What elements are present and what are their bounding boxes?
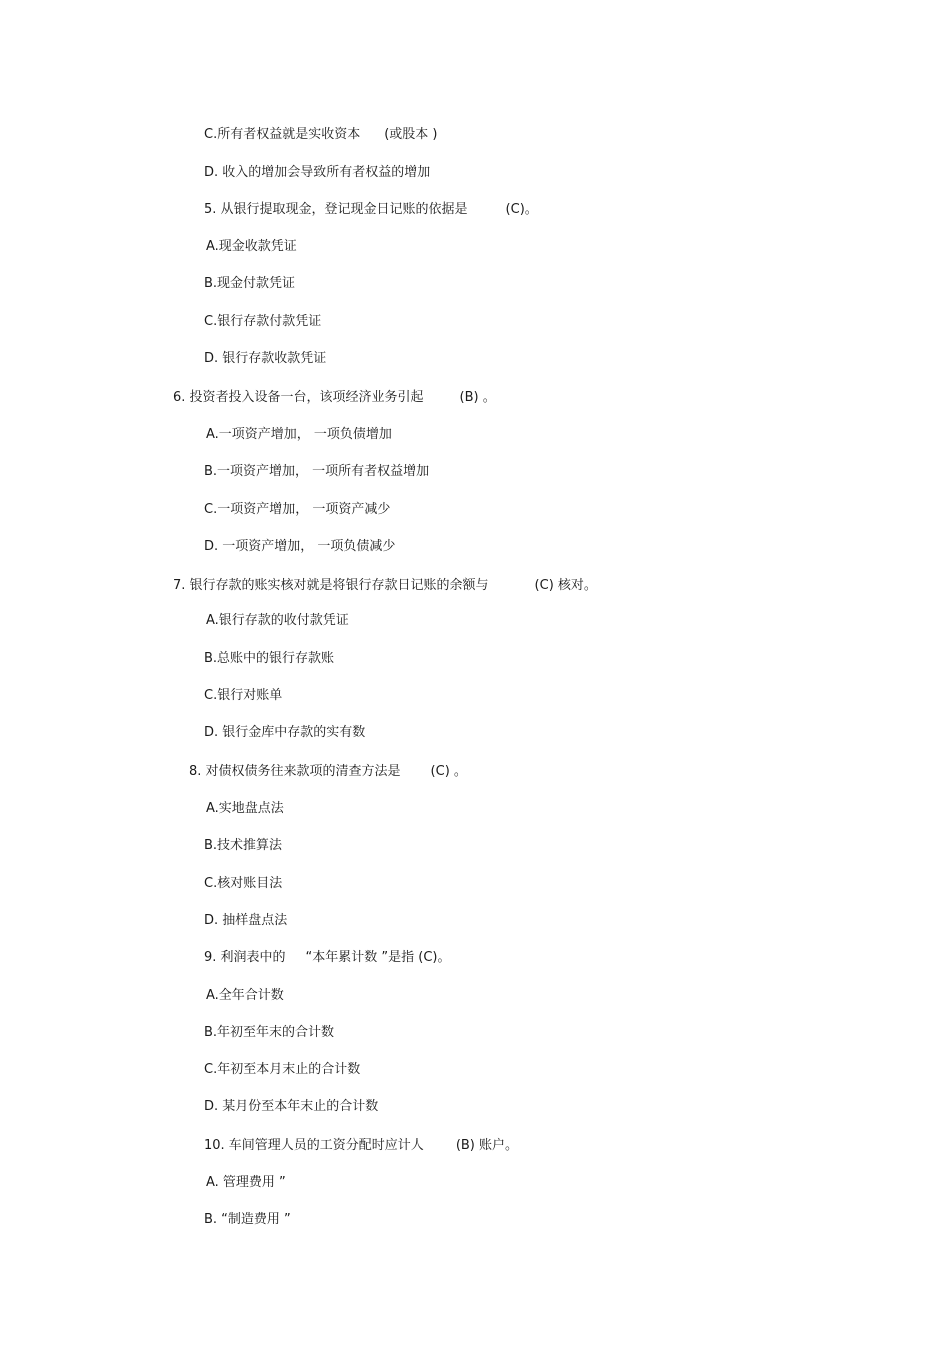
option-8c: C.核对账目法 (204, 876, 283, 891)
option-7d: D. 银行金库中存款的实有数 (204, 725, 366, 740)
option-6c: C.一项资产增加， 一项资产减少 (204, 502, 391, 517)
option-4c (204, 126, 438, 144)
question-6-text: 6. 投资者投入设备一台，该项经济业务引起 (173, 390, 424, 405)
option-6b: B.一项资产增加， 一项所有者权益增加 (204, 464, 430, 479)
option-8a: A.实地盘点法 (206, 801, 284, 816)
question-7-text: 7. 银行存款的账实核对就是将银行存款日记账的余额与 (173, 578, 489, 593)
question-5-answer: (C)。 (505, 202, 538, 217)
question-9-quote: “本年累计数 ”是指 (C)。 (305, 950, 451, 965)
question-5-stem (204, 201, 538, 219)
option-8b: B.技术推算法 (204, 838, 283, 853)
option-4d: D. 收入的增加会导致所有者权益的增加 (204, 165, 431, 180)
option-4c-text: C.所有者权益就是实收资本 (204, 127, 361, 142)
question-10-answer: (B) 账户。 (455, 1138, 519, 1153)
question-9-stem (204, 949, 451, 967)
option-7c: C.银行对账单 (204, 688, 283, 703)
question-10-text: 10. 车间管理人员的工资分配时应计人 (204, 1138, 424, 1153)
option-9b: B.年初至年末的合计数 (204, 1025, 335, 1040)
question-5-text: 5. 从银行提取现金，登记现金日记账的依据是 (204, 202, 468, 217)
option-9c: C.年初至本月末止的合计数 (204, 1062, 361, 1077)
option-10a: A. 管理费用 ” (206, 1175, 286, 1190)
question-6-answer: (B) 。 (459, 390, 496, 405)
option-5c: C.银行存款付款凭证 (204, 314, 322, 329)
option-7a: A.银行存款的收付款凭证 (206, 613, 349, 628)
question-7-stem (173, 577, 597, 595)
option-7b: B.总账中的银行存款账 (204, 651, 335, 666)
option-8d: D. 抽样盘点法 (204, 913, 288, 928)
question-9-text: 9. 利润表中的 (204, 950, 286, 965)
option-4c-note: (或股本 ) (384, 127, 438, 142)
option-5d: D. 银行存款收款凭证 (204, 351, 327, 366)
option-9d: D. 某月份至本年末止的合计数 (204, 1099, 379, 1114)
option-9a: A.全年合计数 (206, 988, 284, 1003)
option-10b: B. “制造费用 ” (204, 1212, 291, 1227)
question-8-text: 8. 对债权债务往来款项的清查方法是 (189, 764, 401, 779)
question-6-stem (173, 389, 496, 407)
option-6a: A.一项资产增加， 一项负债增加 (206, 427, 392, 442)
option-5a: A.现金收款凭证 (206, 239, 297, 254)
option-6d: D. 一项资产增加， 一项负债减少 (204, 539, 396, 554)
question-8-stem (189, 763, 467, 781)
question-7-answer: (C) 核对。 (534, 578, 597, 593)
question-10-stem (204, 1137, 518, 1155)
question-8-answer: (C) 。 (430, 764, 467, 779)
option-5b: B.现金付款凭证 (204, 276, 296, 291)
